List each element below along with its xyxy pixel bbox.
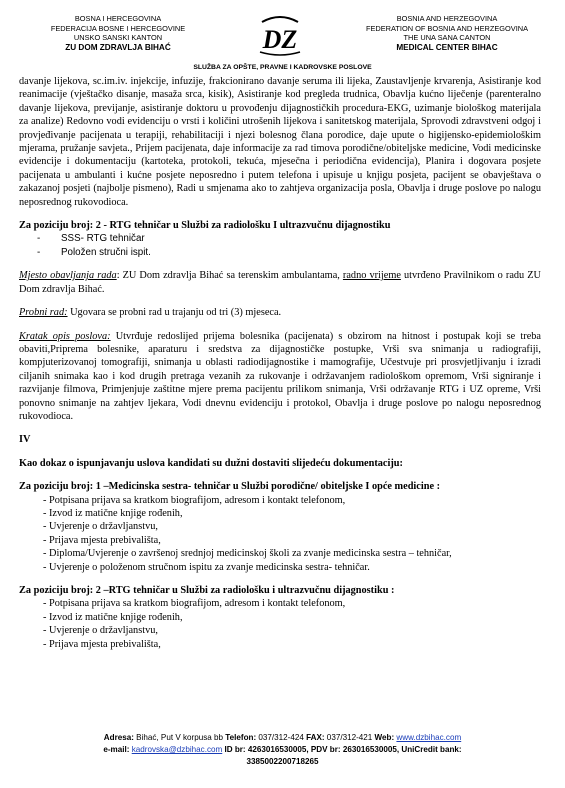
pos1-docs-heading: Za poziciju broj: 1 –Medicinska sestra- tehničar u Službi porodične/ obiteljske I opće medicine : [19,481,441,493]
probation-paragraph: Probni rad: Ugovara se probni rad u trajanju od tri (3) mjeseca. [19,307,282,319]
probation-label: Probni rad: [19,307,68,319]
workplace-label: Mjesto obavljanja rada [19,270,117,282]
requirement-item: - Položen stručni ispit. [37,246,151,258]
job-description-paragraph: Kratak opis poslova: Utvrđuje redoslijed prijema bolesnika (pacijenata) s obzirom na hitnost i postupak koji se treba obaviti,Priprema bolesnike, aparaturu i sredstva za dijagnostičke postupke, Vrši sva snimanja u radiografiji, kompjuterizovanoj tomografiji, snimanja u oblasti radiodijagnostike i mamografije, Učestvuje pri prosvjetljivanju i izradi ciljanih snimaka kao i kod drugih pretraga vezanih za rukovanje i održavanjem radiološkom opremom, Vrši signiranje i razvijanje filmova, Primjenjuje zaštitne mjere prema pacijentu prilikom snimanja, Vrši održavanje RTG i UZ opreme, Vrši ponovno snimanje na zahtjev ljekara, Vodi dnevnu evidenciju i protokol, Obavlja i druge poslove po nalogu neposrednog rukovodioca. [19,330,541,422]
department-subheader: SLUŽBA ZA OPŠTE, PRAVNE I KADROVSKE POSLOVE [193,64,372,71]
footer-line-1: Adresa: Bihać, Put V korpusa bb Telefon: 037/312-424 FAX: 037/312-421 Web: www.dzbihac.com [103,733,462,742]
canton-name-en: THE UNA SANA CANTON [403,33,491,43]
federation-name: FEDERACIJA BOSNE I HERCEGOVINE [50,23,186,33]
country-name-en: BOSNIA AND HERZEGOVINA [396,14,498,23]
document-body [19,75,541,651]
letterhead [0,14,565,60]
footer-line-2: e-mail: kadrovska@dzbihac.com ID br: 4263016530005, PDV br: 263016530005, UniCredit bank: [103,745,462,754]
position2-heading: Za poziciju broj: 2 - RTG tehničar u Službi za radiološku I ultrazvučnu dijagnostiku [19,220,391,232]
letterhead-right [337,14,557,52]
document-item: - Izvod iz matične knjige rođenih, [43,507,183,519]
country-name: BOSNA I HERCEGOVINA [74,14,162,23]
document-item: - Uvjerenje o državljanstvu, [43,625,158,637]
institution-name: ZU DOM ZDRAVLJA BIHAĆ [65,42,171,52]
workplace-paragraph: Mjesto obavljanja rada: ZU Dom zdravlja Bihać sa terenskim ambulantama, radno vrijeme utvrđeno Pravilnikom o radu ZU Dom zdravlja Bihać. [19,270,541,295]
logo-lettering: DZ [262,25,298,54]
federation-name-en: FEDERATION OF BOSNIA AND HERZEGOVINA [365,23,529,33]
footer-bank-account: 3385002200718265 [246,757,319,766]
page-footer [0,732,565,768]
website-link[interactable]: www.dzbihac.com [396,733,462,742]
documents-heading: Kao dokaz o ispunjavanju uslova kandidati su dužni dostaviti slijedeću dokumentaciju: [19,457,403,469]
document-item: - Uvjerenje o državljanstvu, [43,521,158,533]
email-link[interactable]: kadrovska@dzbihac.com [131,745,223,754]
institution-name-en: MEDICAL CENTER BIHAC [396,42,498,52]
document-item: - Izvod iz matične knjige rođenih, [43,611,183,623]
document-item: - Prijava mjesta prebivališta, [43,638,161,650]
document-item: - Uvjerenje o položenom stručnom ispitu za zvanje medicinska sestra- tehničar. [43,561,370,573]
requirement-item: - SSS- RTG tehničar [37,233,145,245]
document-item: - Diploma/Uvjerenje o završenoj srednjoj medicinskoj školi za zvanje medicinska sestra – tehničar, [43,548,452,560]
pos2-docs-heading: Za poziciju broj: 2 –RTG tehničar u Službi za radiološku i ultrazvučnu dijagnostiku : [19,585,395,596]
intro-paragraph: davanje lijekova, sc.im.iv. injekcije, infuzije, frakcionirano davanje seruma ili lijeka, Zaustavljenje krvarenja, Asistiranje kod reanimacije (vještačko disanje, masaža srca, kisik), Asistiranje kod pregleda trudnica, Obavlja kućno liječenje (parenteralno davanje lijekova, previjanje, asistiranje doktoru u provođenju dijagnostičkih procedura-EKG, uzimanje biološkog materijala za analize) Redovno vodi evidenciju o vrsti i količini utrošenih lijekova i sanitetskog materijala, Sprovodi zdravstveni odgoj i provjeđivanje pacijenata u terapiji, rehabilitaciji i njezi bolesnog člana porodice, daje upute o higijensko-epidemiološkim mjerama, pružanje savjeta., Prijem pacijenata, daje informacije za rad timova porodične/obiteljske medicine, Vodi medicinske evidencije i dokumentaciju (kartoteka, protokoli, tekuća, mjesečna i periodična evidencija), Planira i dogovara posjete pacijenata u ambulanti i kućne posjete neposredno i putem telefona i upisuje u knjigu posjeta, pacijent se obavještava o zakazanoj posjeti (najbolje pismeno), Radi u smjenama ako to zahtjeva organizacija posla, Obavlja i druge poslove po nalogu neposrednog rukovodioca. [19,76,541,208]
section-iv: IV [19,434,31,446]
letterhead-left [8,14,228,52]
document-item: - Potpisana prijava sa kratkom biografijom, adresom i kontakt telefonom, [43,494,346,506]
job-description-label: Kratak opis poslova: [19,330,111,342]
document-item: - Potpisana prijava sa kratkom biografijom, adresom i kontakt telefonom, [43,598,346,610]
dz-logo [254,14,306,58]
worktime-label: radno vrijeme [342,270,401,282]
document-item: - Prijava mjesta prebivališta, [43,534,161,546]
canton-name: UNSKO SANSKI KANTON [73,33,163,43]
